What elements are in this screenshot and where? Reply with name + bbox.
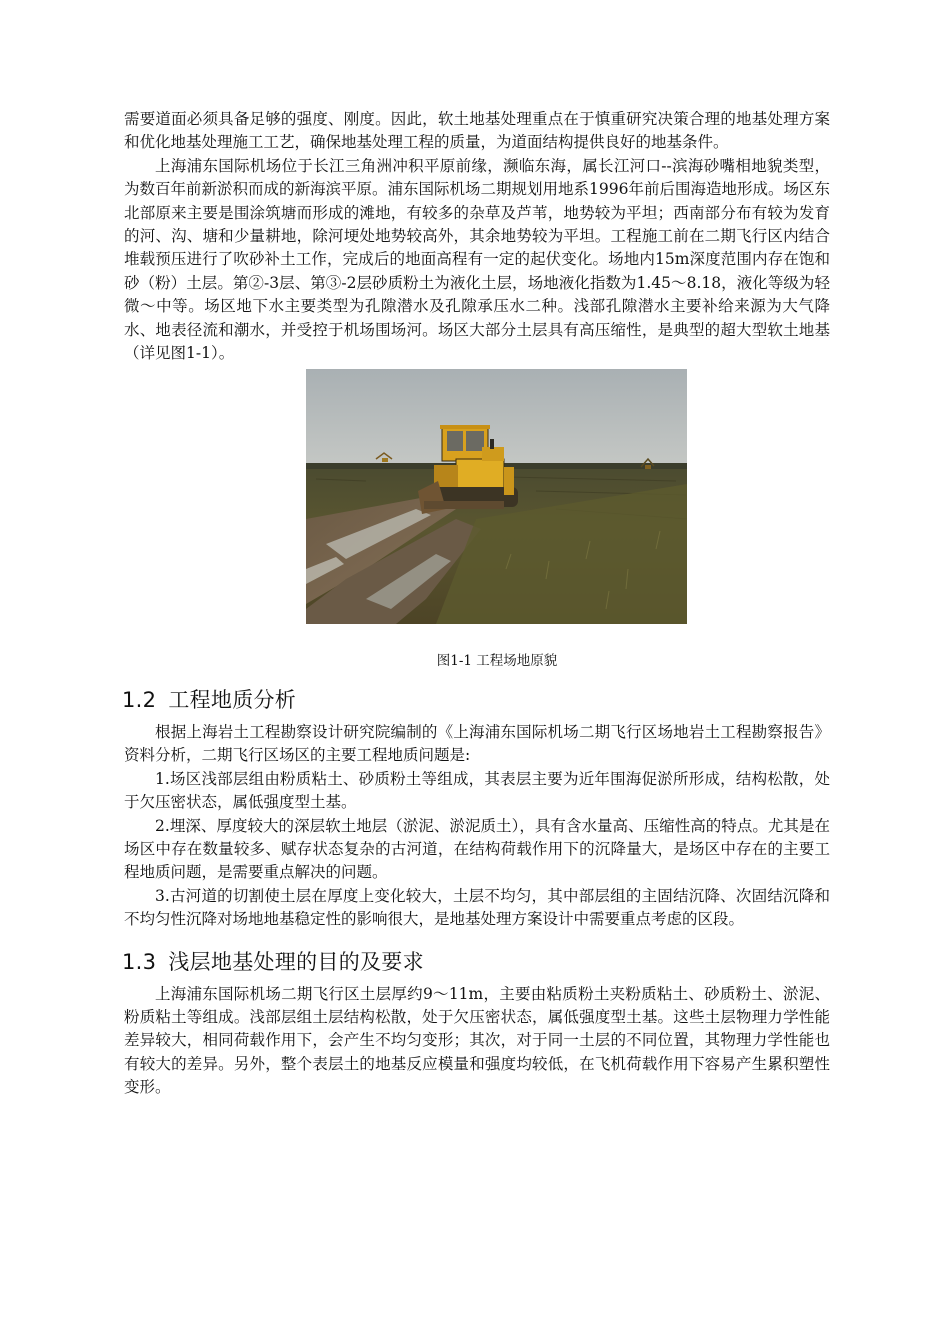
- section-title: 工程地质分析: [168, 687, 297, 712]
- section-title: 浅层地基处理的目的及要求: [168, 949, 424, 974]
- section-number: 1.2: [122, 687, 157, 712]
- figure-caption: 图1-1 工程场地原貌: [436, 652, 558, 669]
- list-item: 1.场区浅部层组由粉质粘土、砂质粉土等组成，其表层主要为近年围海促淤所形成，结构松散，处于欠压密状态，属低强度型土基。: [124, 769, 830, 812]
- section-heading: [122, 686, 830, 714]
- document-page: [124, 108, 830, 1100]
- paragraph: 上海浦东国际机场二期飞行区土层厚约9～11m，主要由粘质粉土夹粉质粘土、砂质粉土、淤泥、粉质粘土等组成。浅部层组土层结构松散，处于欠压密状态，属低强度型土基。这些土层物理力学性能差异较大，相同荷载作用下，会产生不均匀变形；其次，对于同一土层的不同位置，其物理力学性能也有较大的差异。另外，整个表层土的地基反应模量和强度均较低，在飞机荷载作用下容易产生累积塑性变形。: [124, 984, 830, 1097]
- section-number: 1.3: [122, 949, 157, 974]
- paragraph: 需要道面必须具备足够的强度、刚度。因此，软土地基处理重点在于慎重研究决策合理的地基处理方案和优化地基处理施工工艺，确保地基处理工程的质量，为道面结构提供良好的地基条件。: [124, 110, 830, 152]
- section-heading: [122, 948, 830, 976]
- paragraph: 上海浦东国际机场位于长江三角洲冲积平原前缘，濒临东海，属长江河口--滨海砂嘴相地貌类型，为数百年前新淤积而成的新海滨平原。浦东国际机场二期规划用地系1996年前后围海造地形成。场区东北部原来主要是围涂筑塘而形成的滩地，有较多的杂草及芦苇，地势较为平坦；西南部分布有较为发育的河、沟、塘和少量耕地，除河埂处地势较高外，其余地势较为平坦。工程施工前在二期飞行区内结合堆载预压进行了吹砂补土工作，完成后的地面高程有一定的起伏变化。场地内15m深度范围内存在饱和砂（粉）土层。第②-3层、第③-2层砂质粉土为液化土层，场地液化指数为1.45～8.18，液化等级为轻微～中等。场区地下水主要类型为孔隙潜水及孔隙承压水二种。浅部孔隙潜水主要补给来源为大气降水、地表径流和潮水，并受控于机场围场河。场区大部分土层具有高压缩性，是典型的超大型软土地基（详见图1-1）。: [124, 156, 830, 363]
- bulldozer-photo-image: [306, 369, 687, 624]
- site-photo: [306, 369, 687, 624]
- list-item: 3.古河道的切割使土层在厚度上变化较大，土层不均匀，其中部层组的主固结沉降、次固结沉降和不均匀性沉降对场地地基稳定性的影响很大，是地基处理方案设计中需要重点考虑的区段。: [124, 886, 830, 929]
- paragraph: 根据上海岩土工程勘察设计研究院编制的《上海浦东国际机场二期飞行区场地岩土工程勘察报告》资料分析，二期飞行区场区的主要工程地质问题是:: [124, 722, 830, 765]
- list-item: 2.埋深、厚度较大的深层软土地层（淤泥、淤泥质土），具有含水量高、压缩性高的特点。尤其是在场区中存在数量较多、赋存状态复杂的古河道，在结构荷载作用下的沉降量大，是场区中存在的主要工程地质问题，是需要重点解决的问题。: [124, 816, 830, 882]
- figure: [124, 369, 830, 669]
